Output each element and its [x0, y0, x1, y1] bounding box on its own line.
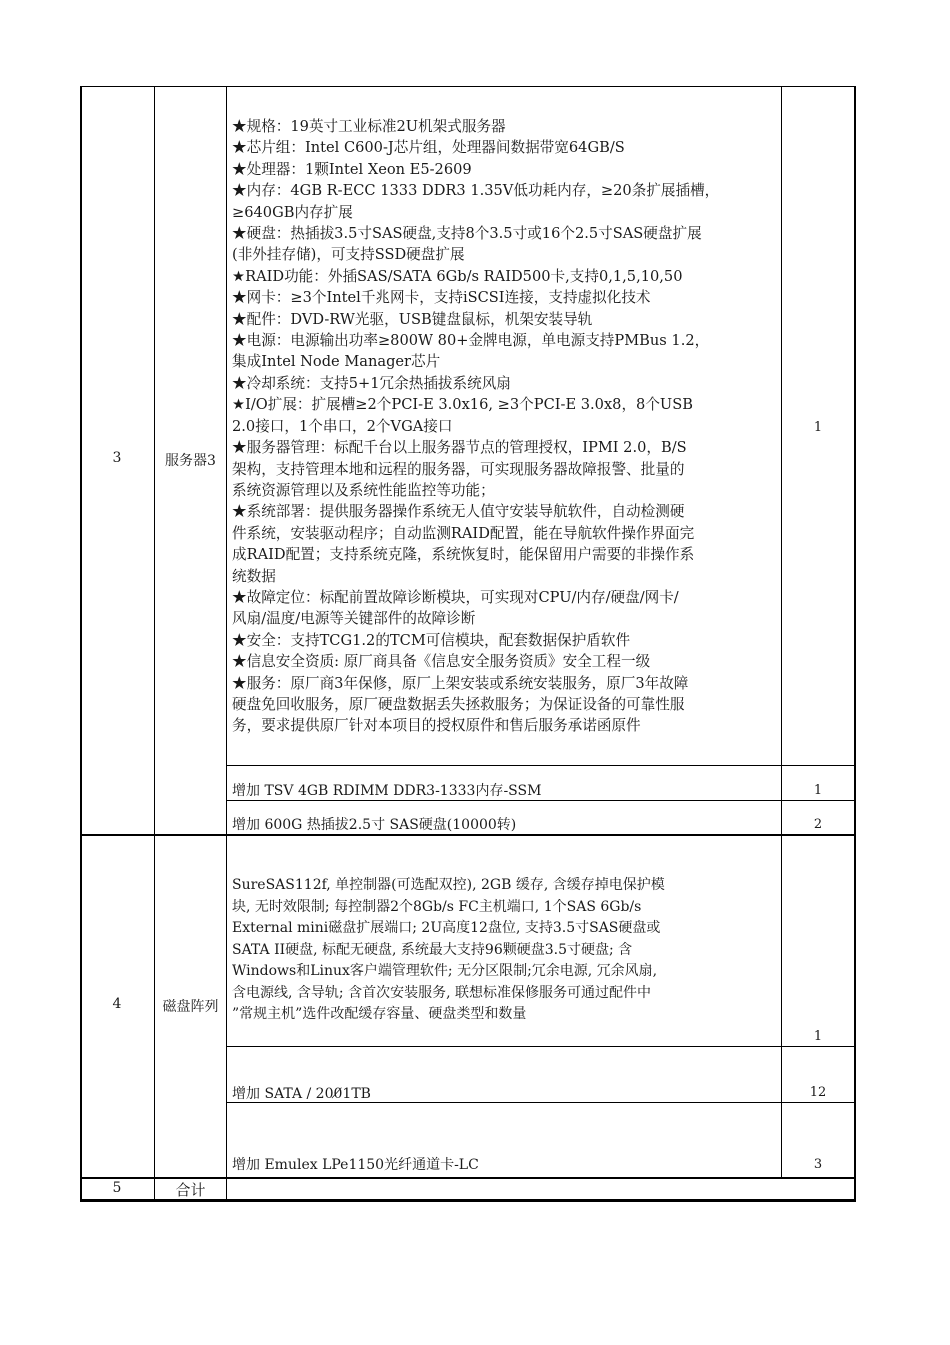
spec-line: 风扇/温度/电源等关键部件的故障诊断 [232, 610, 476, 628]
spec-line: ≥640GB内存扩展 [232, 203, 353, 221]
spec-line: ★芯片组：Intel C600-J芯片组，处理器间数据带宽64GB/S [232, 139, 625, 157]
spec-line: 系统资源管理以及系统性能监控等功能； [232, 481, 495, 499]
spec-line: 务，要求提供原厂针对本项目的授权原件和售后服务承诺函原件 [232, 717, 641, 735]
spec-line: ”常规主机”选件改配缓存容量、硬盘类型和数量 [232, 1006, 527, 1022]
row3-spec-qty: 1 [813, 420, 823, 435]
spec-line: ★冷却系统：支持5+1冗余热插拔系统风扇 [232, 374, 511, 392]
spec-line: External mini磁盘扩展端口; 2U高度12盘位, 支持3.5寸SAS硬盘或 [232, 920, 661, 936]
spec-line: ★电源：电源输出功率≥800W 80+金牌电源，单电源支持PMBus 1.2， [232, 332, 710, 350]
row3-addon-disk-qty: 2 [813, 817, 823, 832]
spec-table [80, 86, 856, 1202]
spec-line: 2.0接口，1个串口，2个VGA接口 [232, 417, 453, 435]
spec-line: 件系统，安装驱动程序；自动监测RAID配置，能在导航软件操作界面完 [232, 524, 695, 542]
spec-line: ★服务器管理：标配千台以上服务器节点的管理授权，IPMI 2.0，B/S [232, 439, 687, 457]
spec-line: 统数据 [232, 567, 276, 585]
spec-line: 成RAID配置；支持系统克隆，系统恢复时，能保留用户需要的非操作系 [232, 546, 695, 564]
row3-addon-memory-qty: 1 [813, 783, 823, 798]
table-border-left [80, 86, 82, 1202]
row3-subline-1 [226, 765, 856, 766]
spec-line: ★处理器：1颗Intel Xeon E5-2609 [232, 160, 472, 178]
spec-line: (非外挂存储)，可支持SSD硬盘扩展 [232, 246, 465, 264]
spec-line: ★I/O扩展：扩展槽≥2个PCI-E 3.0x16, ≥3个PCI-E 3.0x8，8个USB [232, 396, 693, 414]
col-divider-2 [226, 86, 227, 1202]
spec-line: ★安全：支持TCG1.2的TCM可信模块，配套数据保护盾软件 [232, 631, 631, 649]
row4-number: 4 [112, 996, 122, 1012]
spec-line: ★规格：19英寸工业标准2U机架式服务器 [232, 118, 506, 135]
spec-line: ★系统部署：提供服务器操作系统无人值守安装导航软件，自动检测硬 [232, 503, 685, 521]
spec-line: 含电源线, 含导轨; 含首次安装服务, 联想标准保修服务可通过配件中 [232, 984, 651, 1001]
row3-subline-2 [226, 800, 856, 801]
row4-addon-hba-qty: 3 [813, 1157, 823, 1172]
spec-line: 集成Intel Node Manager芯片 [232, 353, 441, 371]
spec-line: ★信息安全资质: 原厂商具备《信息安全服务资质》安全工程一级 [232, 653, 651, 671]
row3-addon-memory: 增加 TSV 4GB RDIMM DDR3-1333内存-SSM [232, 783, 542, 799]
spec-line: ★故障定位：标配前置故障诊断模块，可实现对CPU/内存/硬盘/网卡/ [232, 588, 679, 606]
spec-line: 架构，支持管理本地和远程的服务器，可实现服务器故障报警、批量的 [232, 460, 685, 478]
spec-line: ★网卡：≥3个Intel千兆网卡，支持iSCSI连接，支持虚拟化技术 [232, 289, 651, 307]
spec-line: SATA II硬盘, 标配无硬盘, 系统最大支持96颗硬盘3.5寸硬盘; 含 [232, 941, 633, 958]
col-divider-3 [781, 86, 782, 1177]
row4-addon-sata: 增加 SATA / 200̸1TB [232, 1086, 371, 1102]
spec-line: 块, 无时效限制; 每控制器2个8Gb/s FC主机端口, 1个SAS 6Gb/s [232, 898, 642, 915]
row4-spec-qty: 1 [813, 1029, 823, 1044]
row5-number: 5 [112, 1180, 122, 1196]
spec-line: ★配件：DVD-RW光驱，USB键盘鼠标，机架安装导轨 [232, 310, 593, 328]
spec-line: ★服务：原厂商3年保修，原厂上架安装或系统安装服务，原厂3年故障 [232, 674, 689, 692]
row4-addon-sata-qty: 12 [809, 1085, 827, 1100]
row3-addon-disk: 增加 600G 热插拔2.5寸 SAS硬盘(10000转) [232, 817, 517, 833]
row5-total-label: 合计 [175, 1181, 206, 1199]
spec-line: ★RAID功能：外插SAS/SATA 6Gb/s RAID500卡,支持0,1,5,10,50 [232, 267, 683, 285]
row4-spec-text [232, 875, 780, 1026]
spec-line: Windows和Linux客户端管理软件; 无分区限制;冗余电源, 冗余风扇, [232, 963, 658, 979]
spec-line: ★硬盘：热插拔3.5寸SAS硬盘,支持8个3.5寸或16个2.5寸SAS硬盘扩展 [232, 225, 702, 243]
table-border-top [80, 86, 856, 87]
row4-subline-1 [226, 1046, 856, 1047]
spec-line: SureSAS112f, 单控制器(可选配双控), 2GB 缓存, 含缓存掉电保护模 [232, 877, 665, 893]
row3-number: 3 [112, 450, 122, 466]
row-divider-3-4 [80, 834, 856, 836]
row4-item-name: 磁盘阵列 [162, 999, 219, 1015]
col-divider-1 [154, 86, 155, 1202]
spec-line: ★内存：4GB R-ECC 1333 DDR3 1.35V低功耗内存，≥20条扩展插槽， [232, 182, 720, 200]
spec-line: 硬盘免回收服务，原厂硬盘数据丢失拯救服务；为保证设备的可靠性服 [232, 695, 685, 713]
row4-addon-hba: 增加 Emulex LPe1150光纤通道卡-LC [232, 1157, 479, 1173]
row3-spec-text [232, 116, 780, 737]
row3-item-name: 服务器3 [165, 453, 216, 469]
